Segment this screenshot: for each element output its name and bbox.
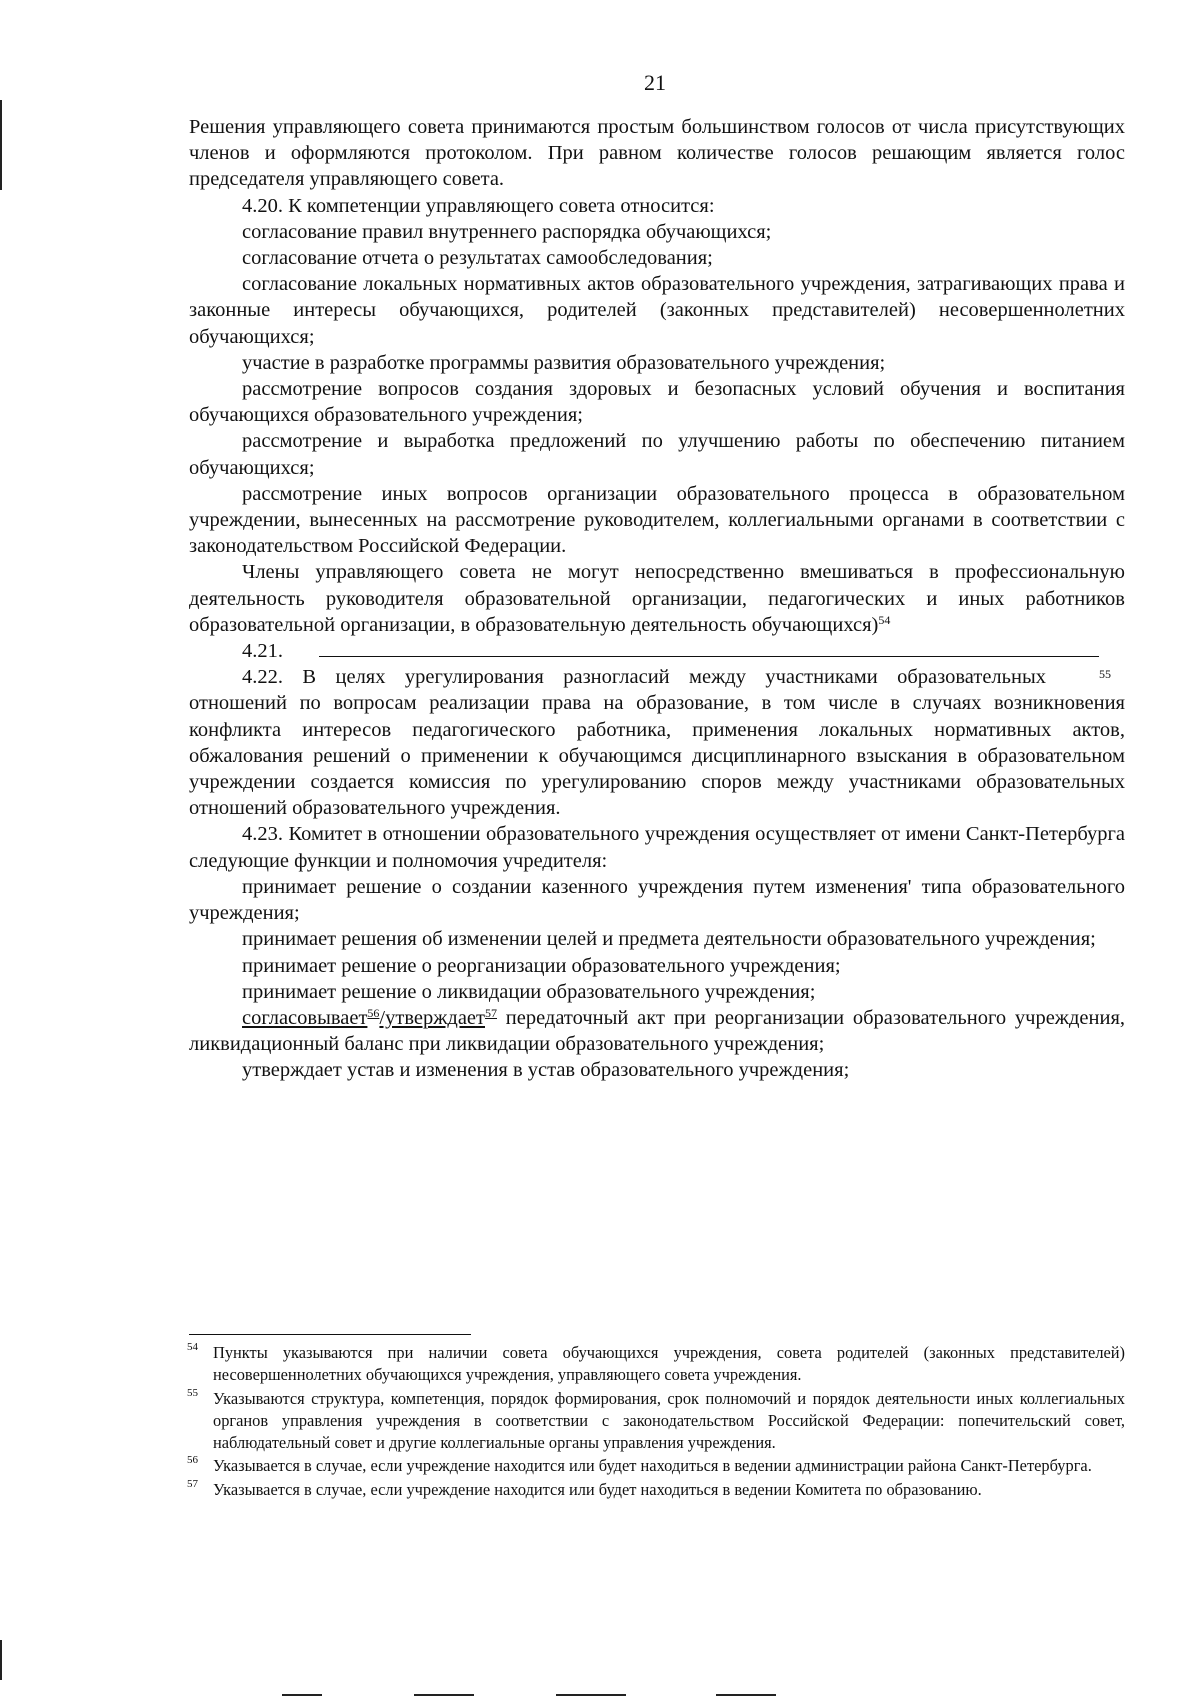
footnote bbox=[189, 1455, 1125, 1477]
section-4-22: 4.22. В целях урегулирования разногласий между участниками образовательных отношений по вопросам реализации права на образование, в том числе в случаях возникновения конфликта интересов педагогического работника, применения локальных нормативных актов, обжалования решений о применении к обучающимся дисциплинарного взыскания в образовательном учреждении создается комиссия по урегулированию споров между участниками образовательных отношений образовательного учреждения. bbox=[189, 666, 1125, 820]
footnote-ref-57: 57 bbox=[485, 1005, 497, 1020]
footnote-number: 54 bbox=[187, 1341, 198, 1353]
list-item: рассмотрение вопросов создания здоровых и безопасных условий обучения и воспитания обучающихся образовательного учреждения; bbox=[189, 378, 1125, 427]
list-item: принимает решение о ликвидации образовательного учреждения; bbox=[242, 980, 816, 1003]
footnote-text: Указываются структура, компетенция, порядок формирования, срок полномочий и порядок деятельности иных коллегиальных органов управления учреждения в соответствии с законодательством Российской Федерации: попечительский совет, наблюдательный совет и другие коллегиальные органы управления учреждения. bbox=[213, 1388, 1125, 1453]
list-item: рассмотрение и выработка предложений по улучшению работы по обеспечению питанием обучающихся; bbox=[189, 430, 1125, 479]
footnote-separator bbox=[189, 1334, 471, 1335]
section-4-21 bbox=[189, 638, 1125, 682]
footnote bbox=[189, 1388, 1125, 1455]
page-number: 21 bbox=[644, 70, 666, 95]
paragraph-text: Члены управляющего совета не могут непосредственно вмешиваться в профессиональную деятельность руководителя образовательной организации, педагогических и иных работников образовательной организации, в образовательную деятельность обучающихся) bbox=[189, 561, 1125, 636]
footnote-number: 57 bbox=[187, 1477, 198, 1490]
paragraph-council-members bbox=[189, 559, 1125, 638]
fill-in-line bbox=[319, 640, 1099, 657]
scan-bottom-mark bbox=[556, 1694, 626, 1696]
list-item: принимает решение о реорганизации образовательного учреждения; bbox=[242, 954, 841, 977]
list-item: утверждает устав и изменения в устав образовательного учреждения; bbox=[242, 1059, 850, 1082]
footnote-ref-56: 56 bbox=[367, 1005, 380, 1020]
underlined-term: /утверждает bbox=[379, 1006, 485, 1029]
list-item: принимает решение о создании казенного учреждения путем изменения' типа образовательного учреждения; bbox=[189, 875, 1125, 925]
section-4-20-heading: 4.20. К компетенции управляющего совета относится: bbox=[242, 194, 715, 217]
list-item: рассмотрение иных вопросов организации образовательного процесса в образовательном учреждении, вынесенных на рассмотрение руководителем, коллегиальными органами в соответствии с законодательством Российской Федерации. bbox=[189, 482, 1125, 558]
scan-bottom-mark bbox=[414, 1694, 474, 1696]
footnote bbox=[189, 1479, 1125, 1501]
paragraph-text: передаточный акт при реорганизации образовательного учреждения, ликвидационный баланс при ликвидации образовательного учреждения; bbox=[189, 1006, 1125, 1056]
section-4-23: 4.23. Комитет в отношении образовательного учреждения осуществляет от имени Санкт-Петербурга следующие функции и полномочия учредителя: bbox=[189, 823, 1125, 872]
footnote-number: 55 bbox=[187, 1386, 198, 1399]
body-text bbox=[189, 114, 1125, 1084]
scan-edge-mark bbox=[0, 1640, 2, 1680]
footnote-text: Указывается в случае, если учреждение находится или будет находиться в ведении администрации района Санкт-Петербурга. bbox=[213, 1456, 1092, 1476]
list-item: согласование правил внутреннего распорядка обучающихся; bbox=[242, 220, 772, 243]
paragraph: Решения управляющего совета принимаются простым большинством голосов от числа присутствующих членов и оформляются протоколом. При равном количестве голосов решающим является голос председателя управляющего совета. bbox=[189, 116, 1125, 191]
scan-bottom-mark bbox=[282, 1694, 322, 1696]
list-item: принимает решения об изменении целей и предмета деятельности образовательного учреждения; bbox=[242, 928, 1096, 951]
footnote-ref-54: 54 bbox=[878, 612, 891, 627]
scan-edge-mark bbox=[0, 100, 2, 190]
footnotes bbox=[189, 1342, 1125, 1502]
list-item: согласование отчета о результатах самообследования; bbox=[242, 247, 713, 270]
list-item: согласование локальных нормативных актов образовательного учреждения, затрагивающих права и законные интересы обучающихся, родителей (законных представителей) несовершеннолетних обучающихся; bbox=[189, 273, 1125, 348]
footnote-text: Указывается в случае, если учреждение находится или будет находиться в ведении Комитета по образованию. bbox=[213, 1479, 982, 1499]
footnote-text: Пункты указываются при наличии совета обучающихся учреждения, совета родителей (законных представителей) несовершеннолетних обучающихся учреждения, управляющего совета учреждения. bbox=[213, 1343, 1125, 1385]
list-item: участие в разработке программы развития образовательного учреждения; bbox=[242, 351, 886, 374]
footnote-ref-55: 55 bbox=[1099, 667, 1111, 682]
section-label: 4.21. bbox=[242, 640, 283, 663]
list-item-transfer-act bbox=[189, 1005, 1125, 1057]
footnote-number: 56 bbox=[187, 1454, 198, 1467]
scan-bottom-mark bbox=[716, 1694, 776, 1696]
underlined-term: согласовывает bbox=[242, 1006, 368, 1029]
footnote bbox=[189, 1342, 1125, 1387]
